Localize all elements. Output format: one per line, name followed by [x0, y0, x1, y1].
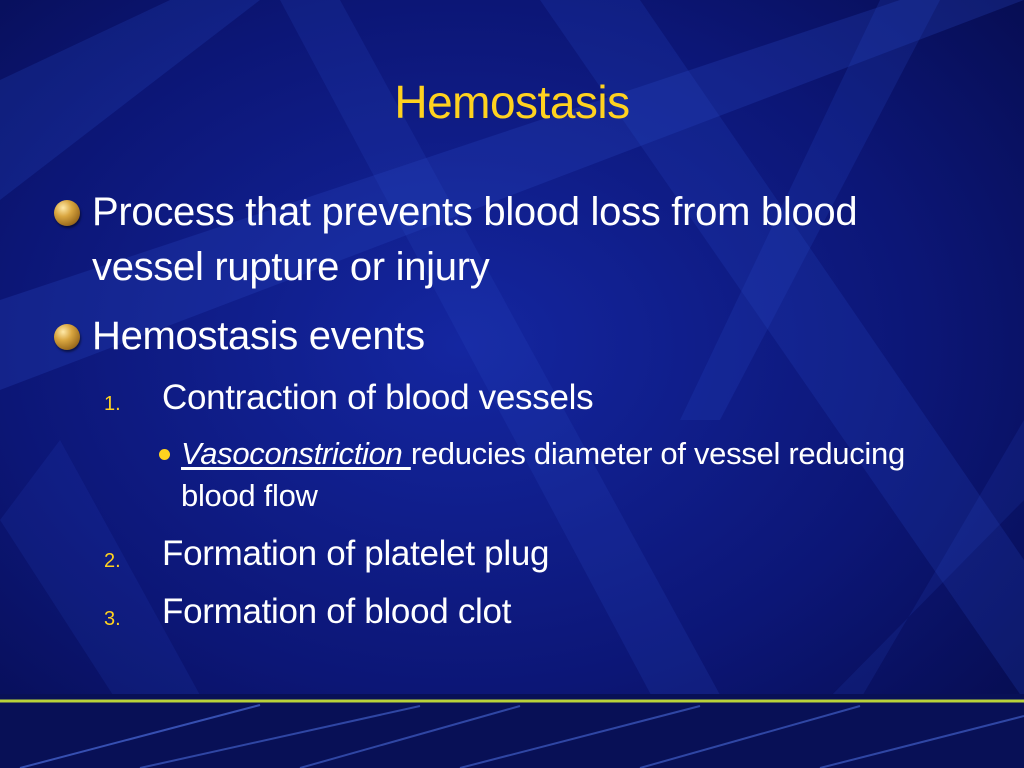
- event-number: 2.: [104, 550, 121, 572]
- event-item: Formation of platelet plug: [162, 534, 550, 573]
- detail-text-line1: reducies diameter of vessel reducing: [410, 436, 905, 471]
- bullet-process-line1: Process that prevents blood loss from blood: [92, 190, 858, 234]
- event-number: 3.: [104, 608, 121, 630]
- sub-bullet-dot-icon: [159, 449, 170, 460]
- vasoconstriction-detail: [181, 433, 981, 475]
- bullet-icon: [54, 200, 80, 226]
- detail-text-line2: blood flow: [181, 478, 318, 513]
- bullet-process-line2: vessel rupture or injury: [92, 245, 490, 289]
- event-item: Contraction of blood vessels: [162, 378, 594, 417]
- slide-title: Hemostasis: [394, 76, 630, 128]
- event-number: 1.: [104, 393, 121, 415]
- event-item: Formation of blood clot: [162, 592, 512, 631]
- term-vasoconstriction: Vasoconstriction: [181, 436, 411, 471]
- bullet-hemostasis-events: Hemostasis events: [92, 314, 425, 358]
- bullet-icon: [54, 324, 80, 350]
